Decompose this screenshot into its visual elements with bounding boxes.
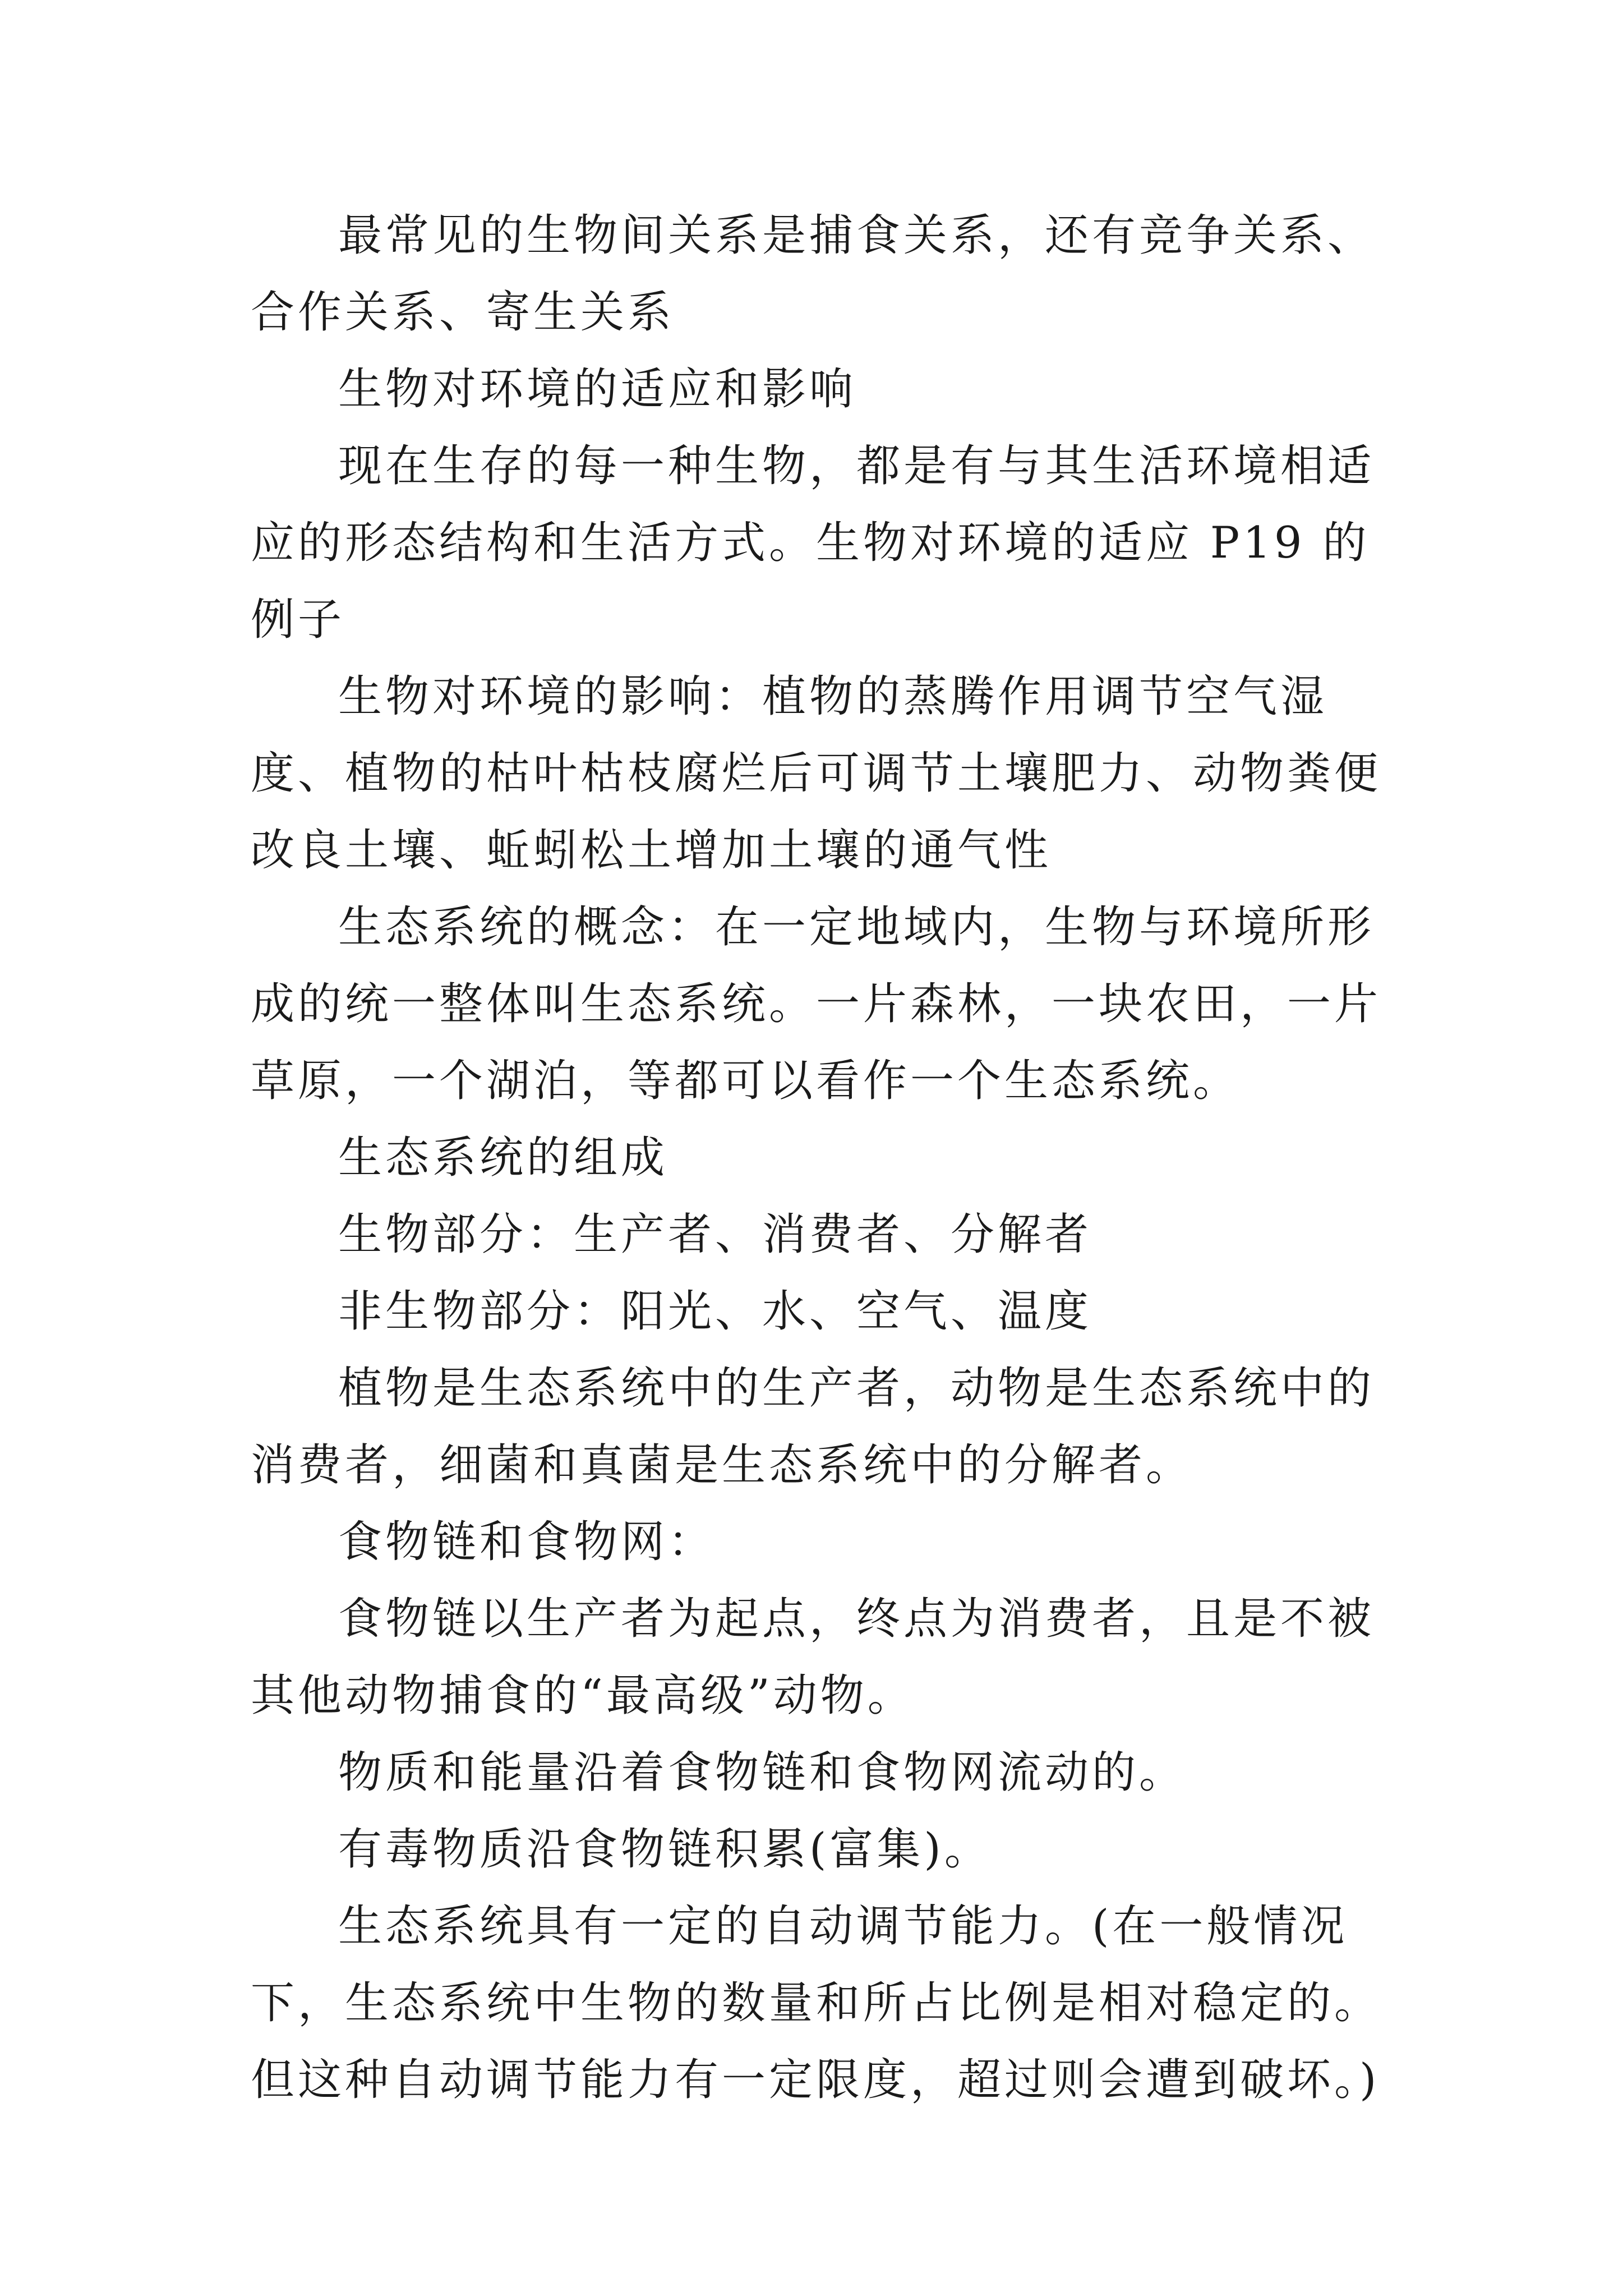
paragraph-bioaccumulation: 有毒物质沿食物链积累(富集)。 (338, 1824, 992, 1875)
paragraph-ecosystem-concept: 生态系统的概念：在一定地域内，生物与环境所形成的统一整体叫生态系统。一片森林，一块农田，一片草原，一个湖泊，等都可以看作一个生态系统。 (251, 902, 1382, 1106)
paragraph-adaptation-heading: 生物对环境的适应和影响 (338, 364, 857, 415)
paragraph-energy-flow: 物质和能量沿着食物链和食物网流动的。 (338, 1747, 1187, 1798)
paragraph-food-chain: 食物链以生产者为起点，终点为消费者，且是不被其他动物捕食的“最高级”动物。 (251, 1594, 1375, 1721)
paragraph-relationships: 最常见的生物间关系是捕食关系，还有竞争关系、合作关系、寄生关系 (251, 210, 1375, 338)
paragraph-ecosystem-composition-heading: 生态系统的组成 (338, 1133, 668, 1183)
paragraph-biotic-part: 生物部分：生产者、消费者、分解者 (338, 1209, 1092, 1260)
paragraph-influence: 生物对环境的影响：植物的蒸腾作用调节空气湿度、植物的枯叶枯枝腐烂后可调节土壤肥力、动物粪便改良土壤、蚯蚓松土增加土壤的通气性 (251, 671, 1382, 876)
paragraph-roles: 植物是生态系统中的生产者，动物是生态系统中的消费者，细菌和真菌是生态系统中的分解者。 (251, 1363, 1375, 1490)
paragraph-self-regulation: 生态系统具有一定的自动调节能力。(在一般情况下，生态系统中生物的数量和所占比例是相对稳定的。但这种自动调节能力有一定限度，超过则会遭到破坏。) (251, 1901, 1382, 2105)
paragraph-adaptation: 现在生存的每一种生物，都是有与其生活环境相适应的形态结构和生活方式。生物对环境的适应 P19 的例子 (251, 441, 1375, 645)
paragraph-food-chain-heading: 食物链和食物网： (338, 1517, 716, 1567)
paragraph-abiotic-part: 非生物部分：阳光、水、空气、温度 (338, 1286, 1092, 1337)
document-body (251, 197, 1386, 2119)
